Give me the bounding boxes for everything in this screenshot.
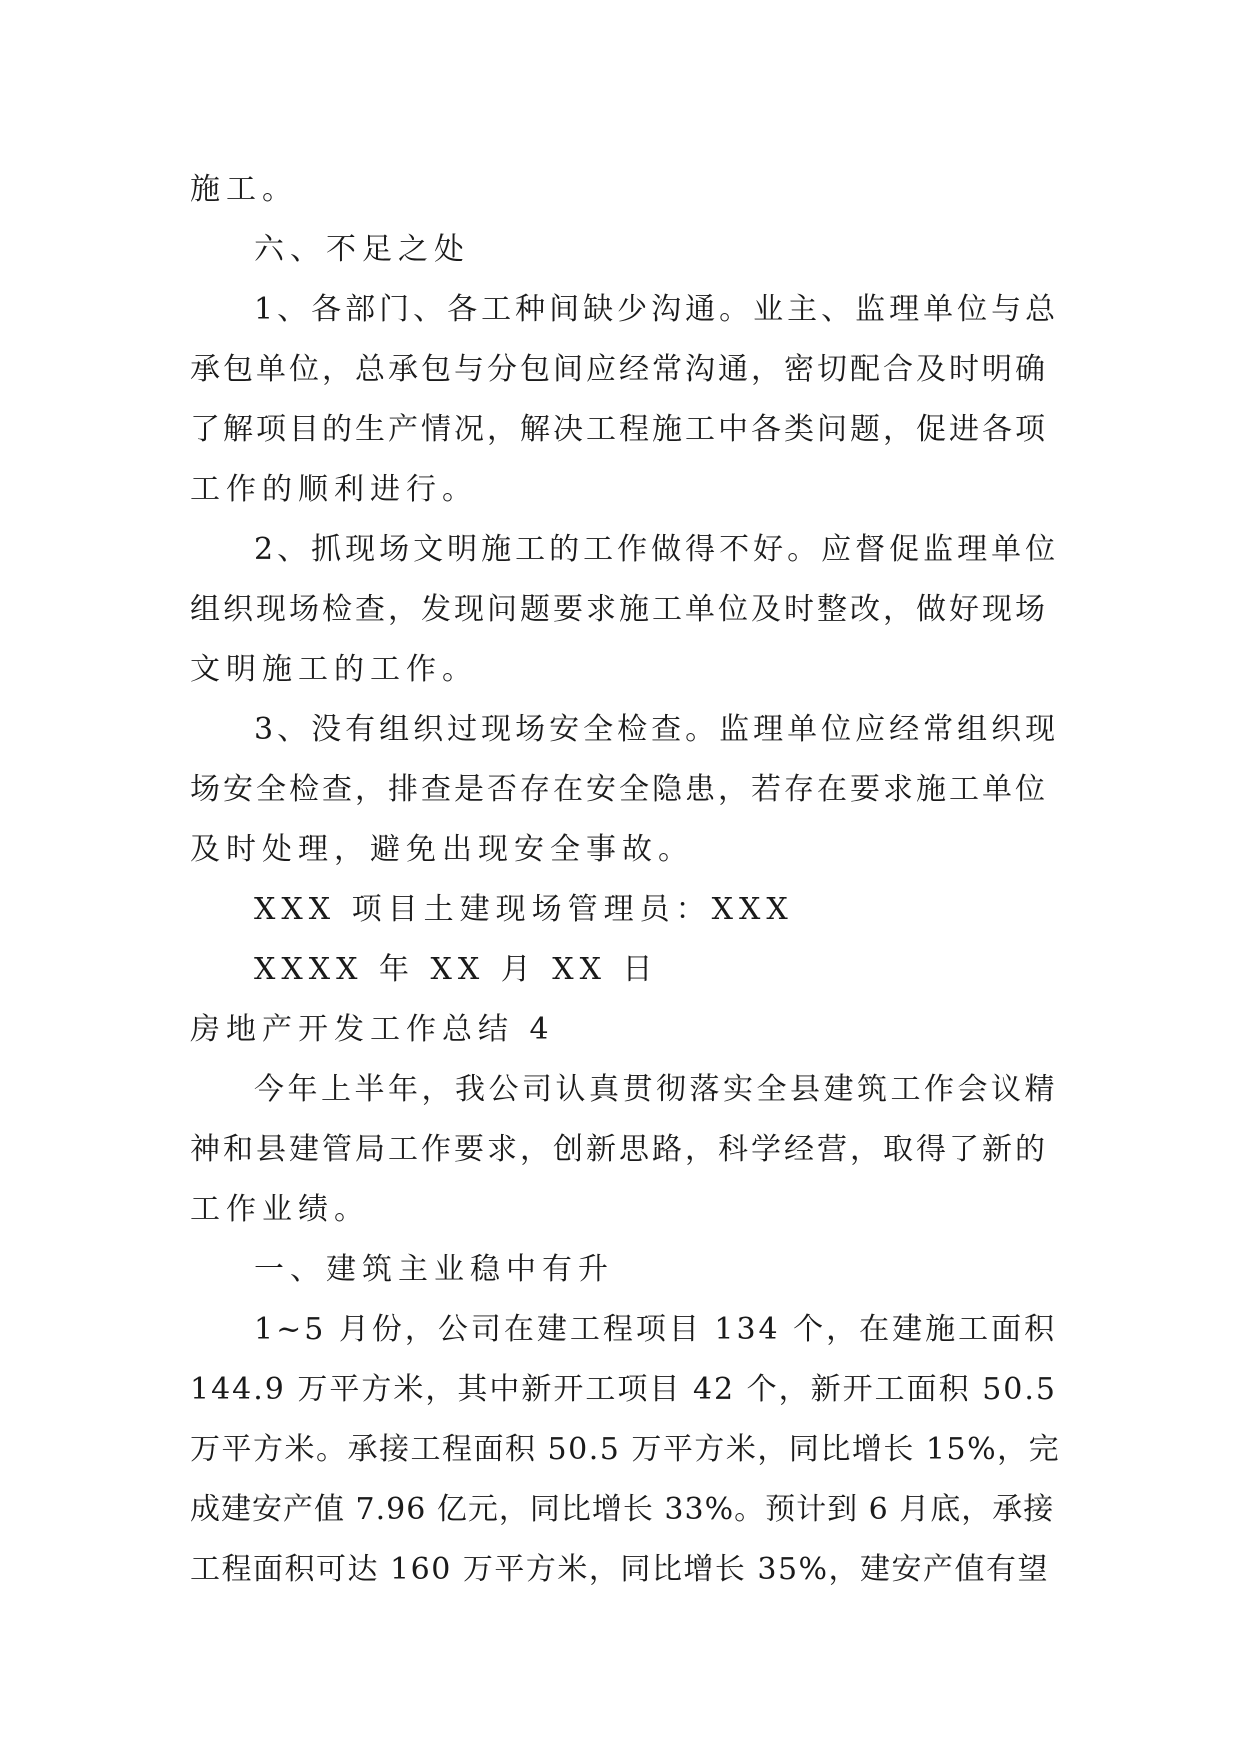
text-line: 施工。 bbox=[190, 172, 298, 207]
text-line: 六、不足之处 bbox=[254, 232, 470, 267]
text-line: 1~5 月份，公司在建工程项目 134 个，在建施工面积 bbox=[254, 1312, 1058, 1347]
text-line: 组织现场检查，发现问题要求施工单位及时整改，做好现场 bbox=[190, 592, 1048, 627]
text-line: 一、建筑主业稳中有升 bbox=[254, 1252, 614, 1287]
text-line: 承包单位，总承包与分包间应经常沟通，密切配合及时明确 bbox=[190, 352, 1048, 387]
text-line: 万平方米。承接工程面积 50.5 万平方米，同比增长 15%，完 bbox=[190, 1432, 1061, 1467]
text-line: 场安全检查，排查是否存在安全隐患，若存在要求施工单位 bbox=[190, 772, 1048, 807]
text-line: 了解项目的生产情况，解决工程施工中各类问题，促进各项 bbox=[190, 412, 1048, 447]
document-body bbox=[190, 160, 1060, 1600]
text-line: 144.9 万平方米，其中新开工项目 42 个，新开工面积 50.5 bbox=[190, 1372, 1057, 1407]
text-line: 文明施工的工作。 bbox=[190, 652, 478, 687]
text-line: 及时处理，避免出现安全事故。 bbox=[190, 832, 694, 867]
text-line: 成建安产值 7.96 亿元，同比增长 33%。预计到 6 月底，承接 bbox=[190, 1492, 1055, 1527]
text-line: 2、抓现场文明施工的工作做得不好。应督促监理单位 bbox=[254, 532, 1060, 567]
text-line: 今年上半年，我公司认真贯彻落实全县建筑工作会议精 bbox=[254, 1072, 1058, 1107]
text-line: 房地产开发工作总结 4 bbox=[190, 1012, 555, 1047]
text-line: 工作的顺利进行。 bbox=[190, 472, 478, 507]
text-line: 3、没有组织过现场安全检查。监理单位应经常组织现 bbox=[254, 712, 1060, 747]
text-line: 工作业绩。 bbox=[190, 1192, 370, 1227]
text-line: 神和县建管局工作要求，创新思路，科学经营，取得了新的 bbox=[190, 1132, 1048, 1167]
text-line: XXXX 年 XX 月 XX 日 bbox=[254, 952, 659, 987]
text-line: 工程面积可达 160 万平方米，同比增长 35%，建安产值有望 bbox=[190, 1552, 1050, 1587]
text-line: XXX 项目土建现场管理员：XXX bbox=[254, 892, 794, 927]
text-line: 1、各部门、各工种间缺少沟通。业主、监理单位与总 bbox=[254, 292, 1060, 327]
